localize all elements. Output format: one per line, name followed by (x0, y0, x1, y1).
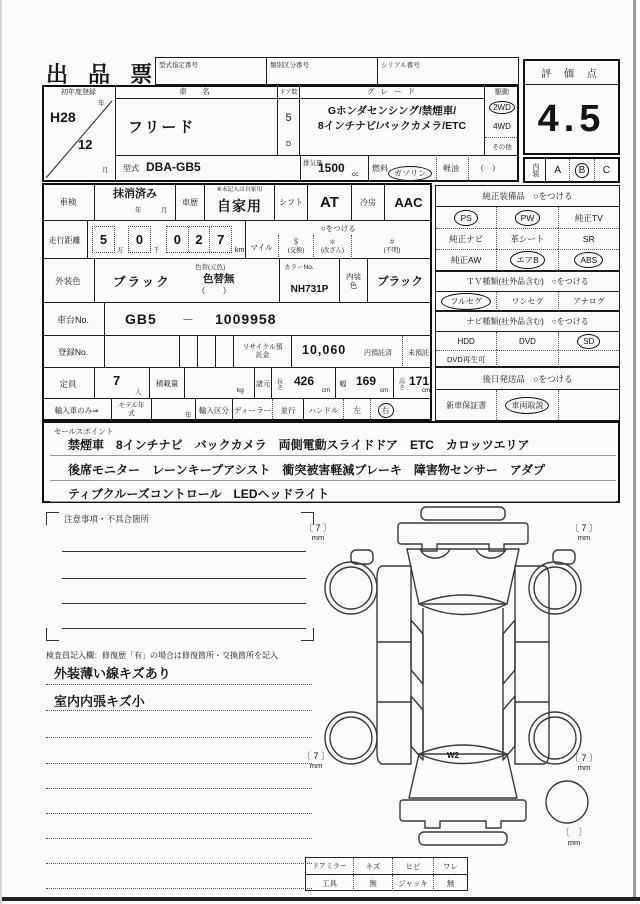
registration-cell-2 (198, 336, 216, 368)
spec-width-label: 幅 (339, 380, 347, 388)
import-year-unit: 年 (185, 412, 192, 419)
mileage-man-digit: 5 (92, 226, 115, 253)
registration-cell-3 (216, 336, 234, 368)
aircon-label: 冷房 (352, 183, 385, 221)
notes-line-2 (62, 578, 306, 579)
first-registration-label: 初年度登録 (61, 88, 96, 96)
tools-crack-label: ヒビ (392, 858, 433, 874)
shipment-title: 後日発送品 ○をつける (436, 368, 619, 390)
reg-year-value: H28 (50, 109, 76, 125)
equip-pw-selected: PW (520, 212, 535, 223)
chassis-prefix: GB5 (125, 311, 157, 327)
drive-2wd-selected: 2WD (493, 103, 511, 112)
field-model-designation-no (155, 57, 267, 85)
field-class-division-no (266, 57, 378, 85)
tools-none-2: 無 (433, 875, 467, 891)
spec-length-cell (286, 368, 336, 399)
tread-rear-right (566, 754, 602, 772)
fuel-other: （ ） (476, 164, 500, 173)
notes-label: 注意事項・不具合箇所 (64, 514, 150, 524)
tools-jack-label: ジャッキ (392, 875, 433, 891)
car-name-value: フリード (128, 119, 196, 136)
evaluation-box (523, 59, 620, 155)
spare-tread-value: 〔 〕 (560, 827, 588, 837)
sales-line-1: 禁煙車 8インチナビ バックカメラ 両側電動スライドドア ETC カロッツエリア (68, 438, 530, 452)
exterior-color-label: 外装色 (42, 259, 95, 303)
exterior-color-cell (95, 259, 280, 303)
sales-line-2: 後席モニター レーンキープアシスト 衝突被害軽減ブレーキ 障害物センサー アダプ (68, 463, 546, 477)
import-dealer: ディーラー (234, 405, 271, 415)
payload-cell (185, 368, 255, 399)
fuel-gasoline-selected: ガソリン (394, 169, 426, 178)
drive-label: 駆動 (495, 88, 509, 96)
inspector-header: 検査員記入欄：修復歴「有」の場合は修復箇所・交換箇所を記入 (46, 651, 278, 660)
color-no-value: NH731P (290, 283, 329, 295)
field-label: 型式指定番号 (159, 62, 198, 69)
shaken-year-unit: 年 (135, 207, 142, 214)
tools-table (305, 857, 468, 891)
tread-value: 〔 7 〕 (569, 523, 598, 533)
history-label: 車歴 (176, 183, 205, 221)
color-no-label: カラーNo. (284, 264, 314, 271)
first-registration-cell (42, 85, 116, 182)
tread-value: 〔 7 〕 (303, 523, 332, 533)
mileage-tamper-sym: ＊ (329, 239, 336, 247)
import-only-label: 輸入車のみ⇒ (42, 399, 112, 421)
recolor-label: 色替(元色) (195, 264, 226, 271)
history-cell (205, 183, 275, 221)
tread-unit: mm (577, 762, 591, 772)
tv-analog: アナログ (572, 297, 605, 306)
mileage-d3: 7 (209, 227, 231, 252)
tools-none-1: 無 (353, 875, 392, 891)
handle-label: ハンドル (303, 399, 343, 421)
interior-grade-a: A (554, 164, 561, 176)
tools-mirror-label: ドアミラー (312, 863, 347, 870)
tools-scratch-label: キズ (353, 858, 392, 874)
tread-value: 〔 7 〕 (301, 751, 330, 761)
chassis-dash: － (182, 313, 195, 327)
sales-points-box (42, 421, 620, 503)
inspector-entry-2: 室内内張キズ小 (54, 694, 145, 709)
drive-cell (485, 85, 519, 155)
grade-label: グ レ ー ド (300, 85, 484, 99)
grade-cell (300, 85, 485, 155)
mileage-unit: km (235, 247, 245, 254)
doors-cell (278, 85, 300, 155)
aircon-value: AAC (394, 194, 423, 210)
interior-grade-row (523, 157, 620, 183)
equip-genuine-navi: 純正ナビ (449, 234, 484, 244)
tv-fullseg-selected: フルセグ (450, 297, 482, 306)
mileage-d2: 2 (188, 227, 210, 252)
history-value: 自家用 (217, 198, 262, 214)
capacity-unit: 人 (135, 389, 142, 396)
handle-left: 左 (343, 399, 370, 421)
mileage-exchange-label: (交換) (287, 247, 305, 255)
mileage-sen-unit: 千 (153, 247, 160, 254)
shaken-status-cell (95, 183, 176, 221)
diagonal-divider (43, 97, 115, 181)
mileage-tamper-label: (改ざん) (320, 247, 345, 255)
import-model-year-label: モデル年式 (112, 399, 152, 421)
spec-height-value: 171 (409, 374, 430, 388)
spec-width-cell (350, 368, 394, 399)
scan-edge-right (633, 0, 636, 898)
field-label: シリアル番号 (381, 62, 420, 69)
inspector-blank-line (46, 737, 312, 738)
notes-line-1 (62, 551, 306, 552)
spec-length-label: 長さ (275, 377, 282, 390)
tread-front-left (300, 524, 336, 542)
doors-sub: D (285, 140, 292, 148)
evaluation-score: 4.5 (537, 97, 606, 140)
tv-type-box (435, 271, 620, 311)
tools-break-label: ワレ (433, 858, 467, 874)
navi-sd-selected: SD (583, 336, 595, 346)
inspector-blank-line (46, 888, 312, 889)
recycle-amount: 10,060 (302, 343, 347, 357)
drive-4wd: 4WD (493, 122, 511, 131)
import-model-year-cell (152, 399, 196, 421)
spare-tread-unit: mm (567, 837, 581, 847)
doors-label: ドア数 (278, 85, 299, 99)
year-unit: 年 (98, 100, 105, 107)
inspector-entry-1: 外装薄い線キズあり (54, 666, 171, 681)
tread-unit: mm (309, 760, 323, 770)
payload-label: 積載量 (150, 368, 185, 399)
equip-sunroof: SR (582, 234, 595, 244)
inspector-blank-line (46, 788, 312, 789)
genuine-equipment-title: 純正装備品 ○をつける (436, 186, 619, 207)
navi-dvd: DVD (519, 336, 536, 346)
mileage-man-unit: 万 (117, 247, 124, 254)
payload-unit: kg (237, 387, 244, 394)
mileage-sen-digit: 0 (128, 226, 151, 253)
navi-dvd-playable: DVD再生可 (446, 354, 486, 364)
mileage-circle-note: ○をつける (321, 224, 356, 233)
navi-type-title: ナビ種類(社外品含む) ○をつける (436, 312, 619, 332)
capacity-cell (95, 368, 150, 399)
recolor-paren: （ ） (197, 286, 232, 296)
import-parallel: 並行 (272, 399, 303, 421)
inspector-blank-line (46, 838, 312, 839)
recolor-value: 色替無 (203, 273, 235, 285)
genuine-equipment-box (435, 185, 620, 271)
handle-right-selected: 右 (381, 405, 390, 415)
color-no-cell (280, 259, 340, 303)
tread-unit: mm (311, 532, 325, 542)
shift-label: シフト (275, 183, 308, 221)
fuel-diesel: 軽油 (443, 164, 459, 173)
interior-grade-c: C (602, 164, 610, 176)
capacity-label: 定員 (42, 368, 95, 399)
tv-oneseg: ワンセグ (511, 297, 544, 306)
spec-length-value: 426 (294, 374, 315, 388)
model-label: 型式 (123, 164, 139, 173)
navi-type-box (435, 311, 620, 367)
history-note: ※未記入は自家用 (216, 186, 263, 193)
equip-ps-selected: PS (460, 212, 472, 223)
month-unit: 月 (102, 167, 109, 174)
shaken-status: 抹消済み (113, 188, 157, 200)
grade-line2: 8インチナビ/バックカメラ/ETC (317, 120, 467, 132)
interior-color-label: 内装色 (340, 259, 368, 303)
tread-rear-left (298, 752, 334, 770)
evaluation-label: 評 価 点 (525, 61, 618, 85)
spec-height-label: 高さ (397, 377, 404, 390)
tread-front-right (566, 524, 602, 542)
grade-line1: Gホンダセンシング/禁煙車/ (327, 105, 457, 117)
inspector-blank-line (46, 813, 312, 814)
notes-line-3 (62, 603, 306, 604)
shaken-month-unit: 月 (161, 207, 168, 214)
navi-hdd: HDD (457, 336, 475, 346)
tv-type-title: ＴＶ種類(社外品含む) ○をつける (436, 272, 619, 292)
tools-label: 工具 (322, 878, 337, 888)
shipment-manual-selected: 車両取説 (511, 400, 544, 410)
damage-mark-w2: W2 (447, 751, 459, 760)
shipment-box (435, 367, 620, 421)
sales-line-3: ティブクルーズコントロール LEDヘッドライト (68, 487, 330, 501)
registration-no-blank (105, 336, 180, 368)
displacement-label: 排気量 (303, 160, 323, 167)
displacement-unit: cc (352, 171, 359, 178)
spec-width-value: 169 (356, 374, 377, 388)
shaken-label: 車検 (42, 183, 95, 221)
fuel-label: 燃料 (372, 164, 388, 173)
mileage-unknown-label: (不明) (383, 247, 401, 255)
car-name-cell (116, 85, 278, 155)
doors-value: 5 (285, 112, 292, 124)
page-title: 出 品 票 (46, 62, 160, 87)
spare-tread (556, 827, 592, 847)
sales-points-label: セールスポイント (54, 427, 114, 436)
interior-color-value: ブラック (377, 276, 423, 288)
spec-width-unit: cm (380, 388, 388, 394)
displacement-value: 1500 (318, 161, 345, 175)
model-value: DBA-GB5 (146, 160, 201, 174)
spec-height-cell (408, 368, 432, 399)
chassis-serial: 1009958 (215, 311, 277, 327)
equip-leather-seat: 革シート (510, 234, 545, 244)
car-name-label: 車 名 (116, 85, 277, 99)
inspector-blank-line (46, 863, 312, 864)
registration-no-label: 登録No. (42, 336, 105, 368)
field-serial-no (377, 57, 519, 85)
field-label: 類別区分番号 (270, 62, 309, 69)
recycle-label: リサイクル預託金 (234, 336, 292, 368)
tread-value: 〔 7 〕 (569, 753, 598, 763)
notes-line-4 (62, 628, 306, 629)
spec-length-unit: cm (322, 388, 330, 394)
equip-genuine-aw: 純正AW (450, 255, 482, 265)
import-division-label: 輸入区分 (196, 399, 233, 421)
scan-edge-bottom (0, 897, 640, 901)
spec-label: 諸元 (255, 368, 272, 399)
reg-month-value: 12 (78, 137, 93, 152)
equip-genuine-tv: 純正TV (574, 212, 603, 223)
recycle-paid: 円預託済 (364, 350, 392, 357)
mileage-unknown-sym: ＃ (388, 239, 396, 247)
mileage-mile-flag: マイル (250, 242, 273, 252)
shipment-warranty: 新車保証書 (446, 400, 487, 410)
car-diagram (305, 502, 620, 867)
equip-abs-selected: ABS (580, 255, 598, 265)
mileage-label: 走行距離 (42, 221, 88, 259)
mileage-exchange-sym: ＄ (292, 239, 300, 247)
drive-other: その他 (492, 143, 512, 151)
recycle-unpaid: 未預託 (408, 350, 429, 357)
equip-airbag-selected: エアB (516, 255, 539, 265)
spec-height-unit: cm (422, 388, 430, 394)
mileage-digits-box (166, 226, 232, 253)
chassis-label: 車台No. (42, 303, 105, 336)
registration-cell-1 (180, 336, 198, 368)
scan-edge-left (0, 0, 2, 904)
interior-grade-b-selected: B (578, 164, 586, 176)
interior-grade-label: 内装 (531, 163, 539, 177)
mileage-flags (245, 235, 432, 259)
mileage-d1: 0 (173, 232, 181, 247)
inspector-blank-line (46, 763, 312, 764)
capacity-value: 7 (113, 373, 121, 388)
exterior-color-value: ブラック (113, 275, 171, 289)
tread-unit: mm (577, 532, 591, 542)
shift-value: AT (308, 183, 352, 221)
